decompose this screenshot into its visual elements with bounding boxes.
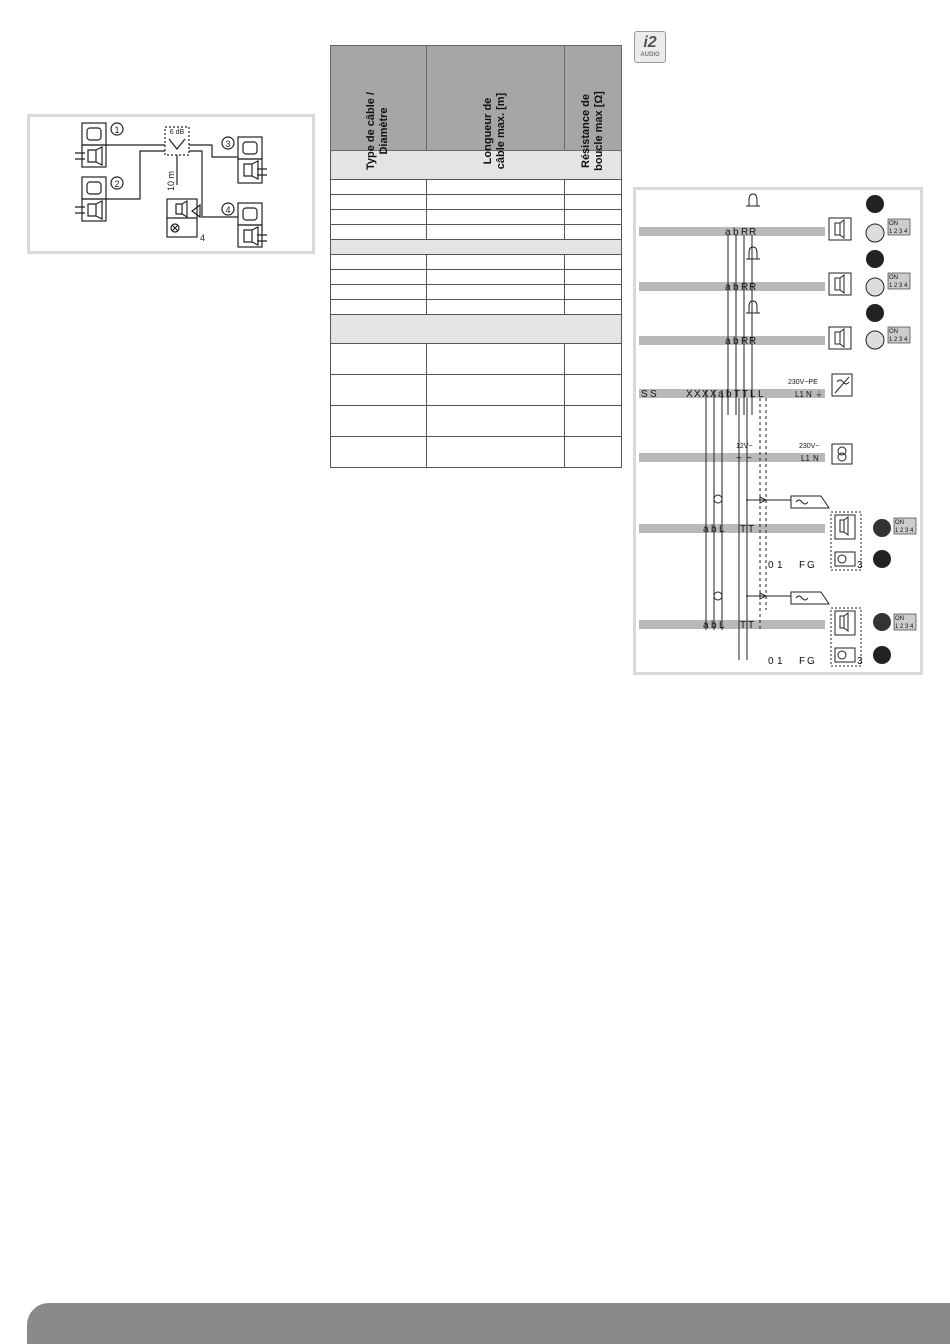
terminal-label: T: [740, 620, 747, 631]
terminal-label: 1: [777, 656, 783, 667]
terminal-label: a: [725, 282, 731, 293]
terminal-label: L: [750, 389, 756, 400]
table-row: [331, 300, 622, 315]
terminal-label: a: [703, 524, 709, 535]
terminal-label: b: [733, 282, 739, 293]
dip-label: ON: [889, 221, 898, 227]
dip-label: ON: [889, 275, 898, 281]
dip-label: ON: [889, 329, 898, 335]
terminal-label: R: [741, 336, 749, 347]
marker-4: 4: [225, 205, 231, 215]
dip-numbers: 1 2 3 4: [895, 528, 914, 534]
terminal-label: F: [799, 560, 806, 571]
table-row: [331, 406, 622, 437]
footer-bar: [27, 1303, 950, 1344]
terminal-label: X: [694, 389, 701, 400]
terminal-label: X: [710, 389, 717, 400]
terminal-label: X: [686, 389, 693, 400]
dip-numbers: 1 2 3 4: [889, 229, 908, 235]
wiring-schematic: [636, 190, 920, 672]
table-row: [331, 375, 622, 406]
installation-diagram-left: [27, 114, 315, 254]
terminal-label: T: [734, 389, 741, 400]
terminal-label: R: [749, 336, 757, 347]
table-row: [331, 285, 622, 300]
terminal-label: ~: [746, 453, 752, 464]
dip-numbers: 1 2 3 4: [895, 624, 914, 630]
marker-1: 1: [114, 125, 120, 135]
terminal-label: R: [749, 282, 757, 293]
panel-count-label: 3: [857, 560, 863, 571]
table-row: [331, 225, 622, 240]
panel-count-label: 4: [200, 233, 206, 243]
distance-label: 10 m: [166, 170, 176, 191]
panel-count-label: 3: [857, 656, 863, 667]
dip-switches: [888, 219, 916, 630]
terminal-label: L1: [795, 390, 804, 399]
terminal-label: b: [733, 227, 739, 238]
terminal-label: R: [741, 227, 749, 238]
terminal-label: R: [749, 227, 757, 238]
indoor-station-1: [82, 123, 106, 145]
table-row: [331, 344, 622, 375]
terminal-label: ⏚: [815, 390, 823, 399]
address-dials: [866, 195, 891, 664]
terminal-label: L: [719, 524, 725, 535]
terminal-label: N: [806, 390, 812, 399]
table-row: [331, 195, 622, 210]
terminal-label: ~: [736, 453, 742, 464]
terminal-label: b: [711, 620, 717, 631]
terminal-label: T: [742, 389, 749, 400]
terminal-label: 0: [768, 656, 774, 667]
terminal-label: a: [725, 227, 731, 238]
header-max-length: Longueur de câble max. [m]: [426, 46, 565, 151]
power-label-230: 230V~: [799, 443, 820, 450]
terminal-label: X: [702, 389, 709, 400]
terminal-label: 0: [768, 560, 774, 571]
dip-numbers: 1 2 3 4: [889, 337, 908, 343]
terminal-label: L: [758, 389, 764, 400]
table-section: [331, 315, 622, 344]
indoor-station-4: [238, 203, 262, 225]
terminal-label: F: [799, 656, 806, 667]
table-row: [331, 437, 622, 468]
cable-specification-table: [330, 45, 622, 468]
wiring-diagram-right: [633, 187, 923, 675]
amp-gain-label: 6 dB: [169, 129, 185, 136]
table-section: [331, 240, 622, 255]
table-row: [331, 255, 622, 270]
terminal-label: G: [807, 560, 815, 571]
terminal-label: S: [650, 389, 657, 400]
dip-numbers: 1 2 3 4: [889, 283, 908, 289]
installation-schematic: [30, 117, 312, 251]
terminal-label: S: [641, 389, 648, 400]
dip-label: ON: [895, 616, 904, 622]
terminal-label: T: [740, 524, 747, 535]
marker-3: 3: [225, 139, 231, 149]
indoor-station-3: [238, 137, 262, 159]
marker-2: 2: [114, 179, 120, 189]
header-cable-type: Type de câble / Diamètre: [331, 46, 427, 151]
terminal-label: b: [733, 336, 739, 347]
terminal-label: b: [726, 389, 732, 400]
terminal-label: R: [741, 282, 749, 293]
terminal-label: G: [807, 656, 815, 667]
terminal-label: a: [718, 389, 724, 400]
terminal-label: T: [748, 524, 755, 535]
i2-audio-logo: i2 AUDIO: [634, 31, 666, 63]
table-row: [331, 210, 622, 225]
indoor-station-2: [82, 177, 106, 199]
terminal-label: b: [711, 524, 717, 535]
terminal-label: N: [813, 454, 819, 463]
terminal-label: a: [725, 336, 731, 347]
table-row: [331, 270, 622, 285]
dip-label: ON: [895, 520, 904, 526]
header-loop-resistance: Résistance de boucle max [Ω]: [565, 46, 622, 151]
label-12v: 12V~: [736, 443, 753, 450]
table-row: [331, 180, 622, 195]
terminal-label: L: [719, 620, 725, 631]
terminal-label: L1: [801, 454, 810, 463]
terminal-label: a: [703, 620, 709, 631]
terminal-label: 1: [777, 560, 783, 571]
power-label-pe: 230V~PE: [788, 379, 818, 386]
terminal-label: T: [748, 620, 755, 631]
